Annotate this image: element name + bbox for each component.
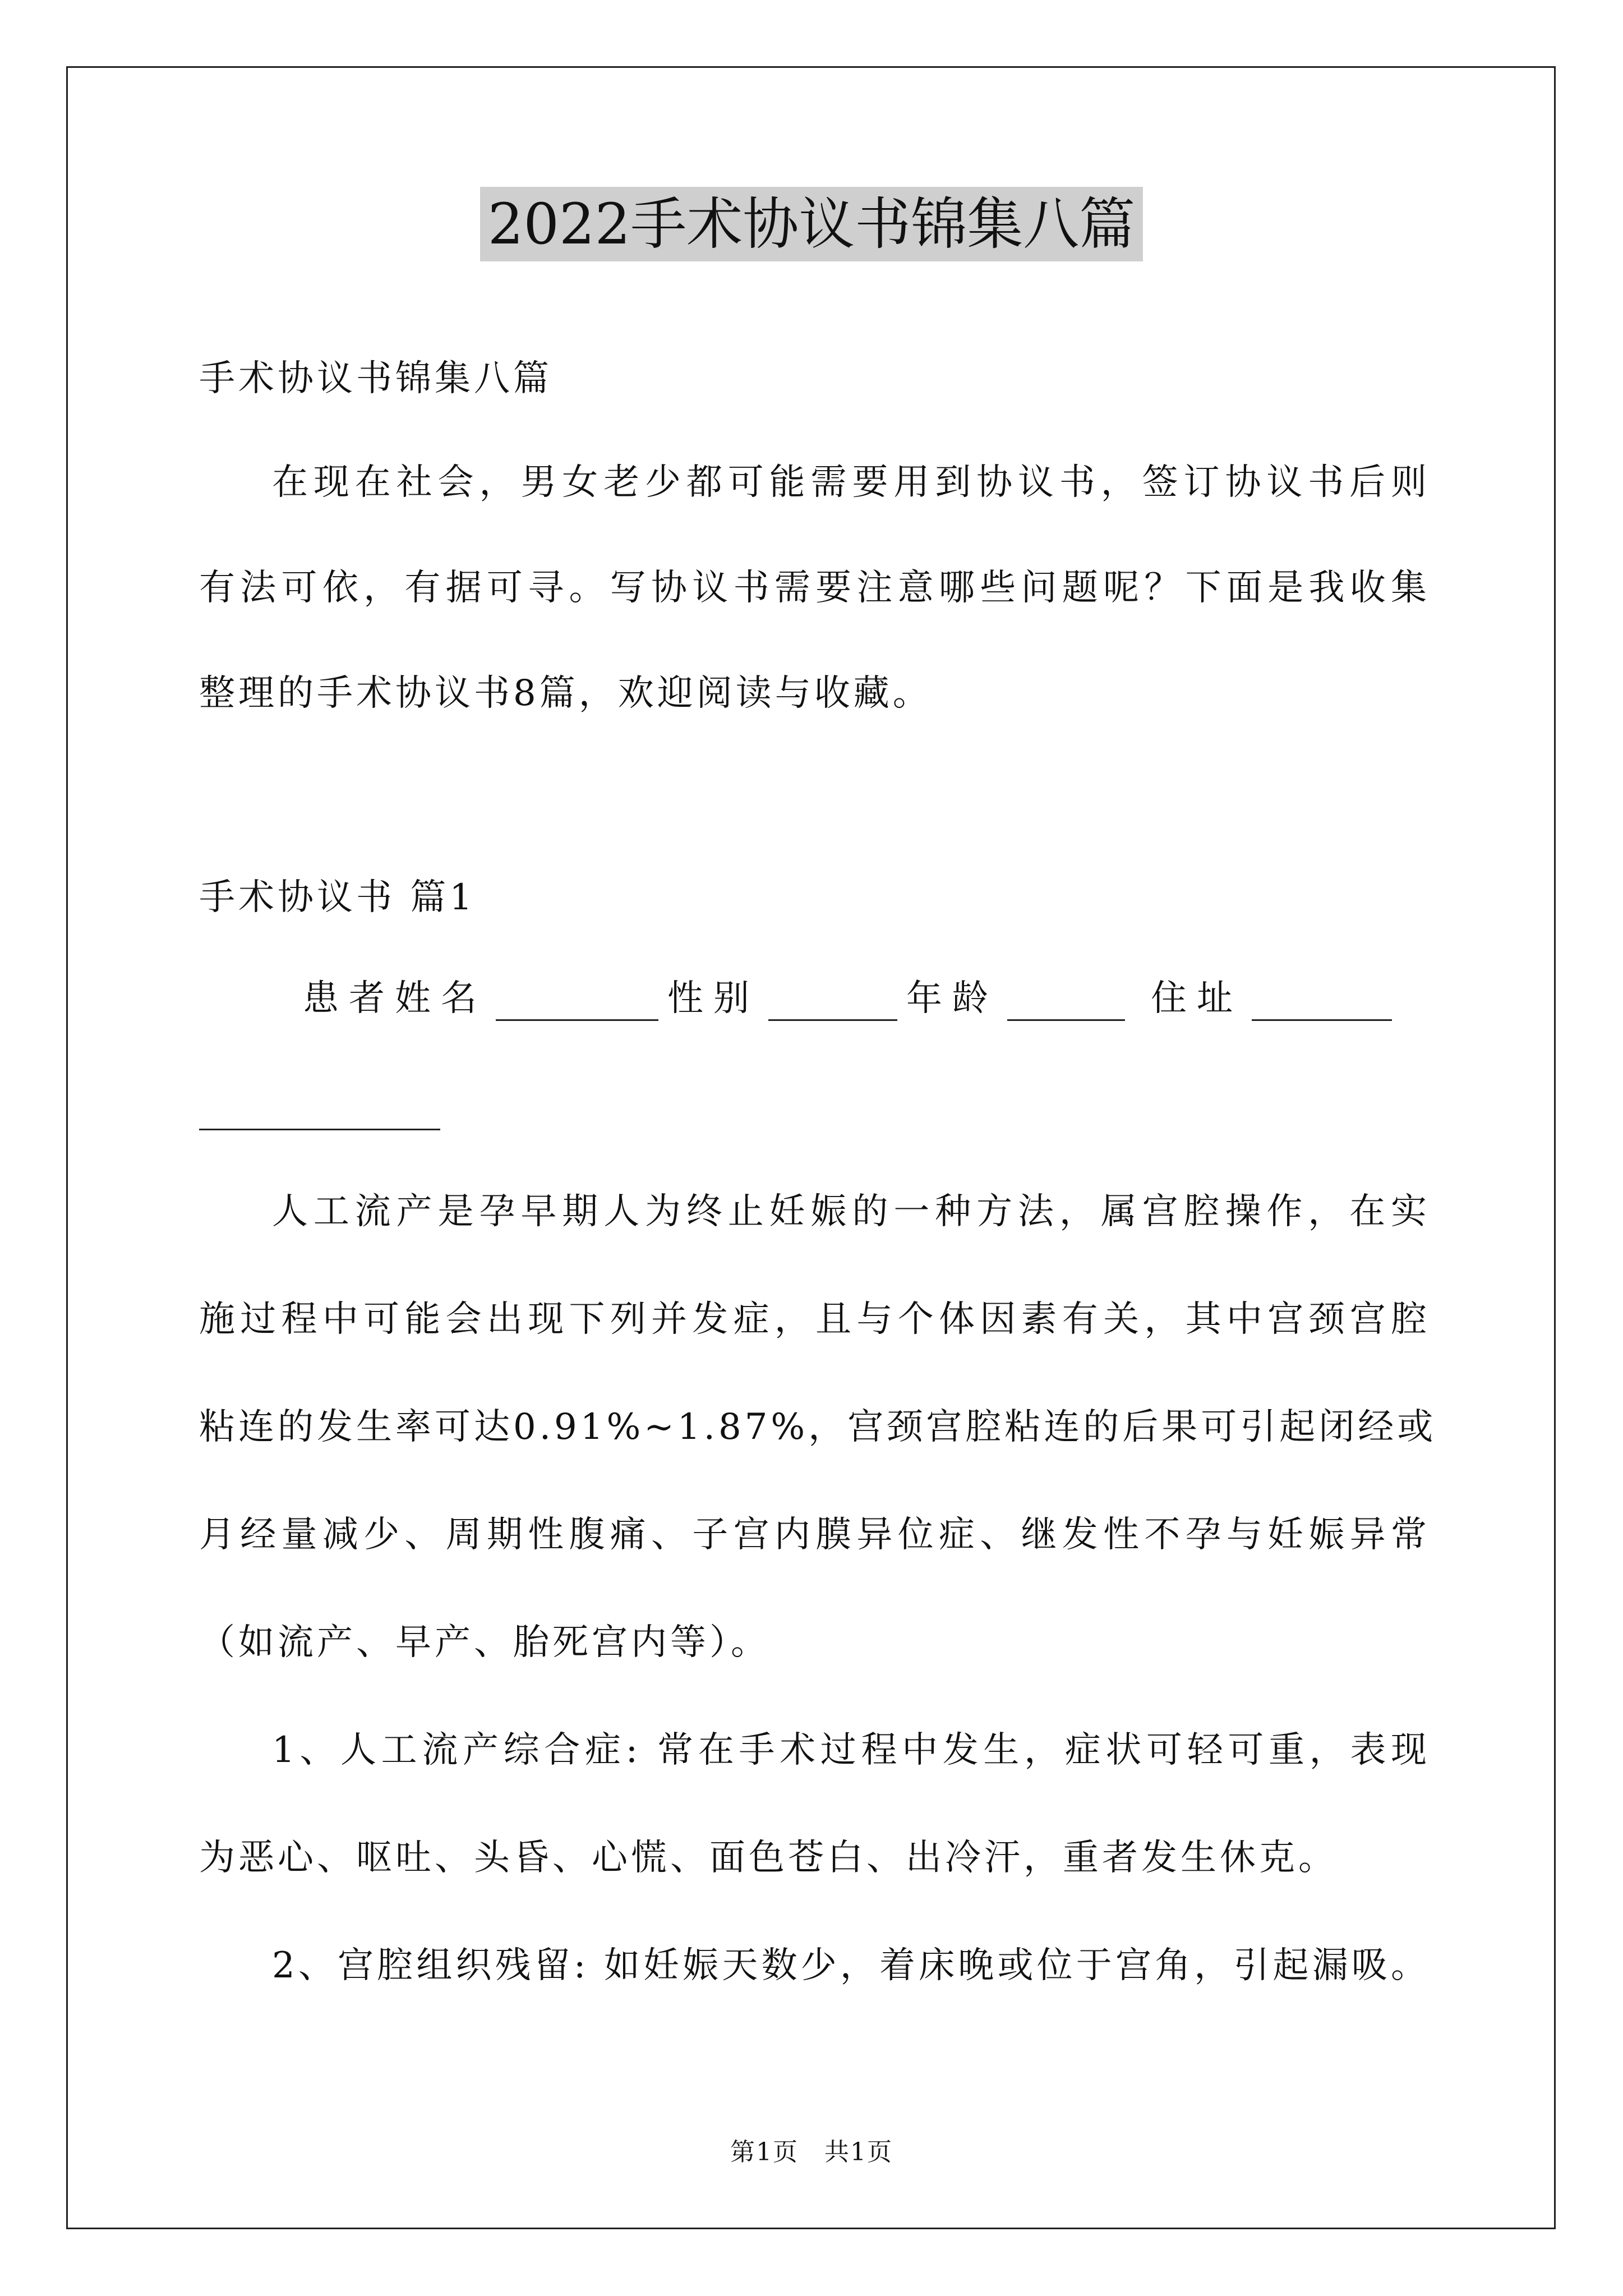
body-line-7: 为恶心、呕吐、头昏、心慌、面色苍白、出冷汗，重者发生休克。	[199, 1837, 1338, 1879]
name-label: 患者姓名	[303, 978, 487, 1019]
body-line-2: 施过程中可能会出现下列并发症，且与个体因素有关，其中宫颈宫腔	[199, 1299, 1430, 1340]
address-blank-continued	[199, 1092, 440, 1130]
address-blank	[1252, 982, 1392, 1021]
subtitle: 手术协议书锦集八篇	[199, 358, 552, 399]
section-heading: 手术协议书 篇1	[199, 877, 476, 918]
document-title	[0, 191, 1623, 257]
intro-line-2: 有法可依，有据可寻。写协议书需要注意哪些问题呢？下面是我收集	[199, 567, 1430, 609]
gender-label: 性别	[667, 978, 759, 1019]
body-line-8: 2、宫腔组织残留: 如妊娠天数少，着床晚或位于宫角，引起漏吸。	[272, 1945, 1430, 1986]
page-footer: 第1页 共1页	[730, 2138, 893, 2166]
age-blank	[1007, 982, 1125, 1021]
age-label: 年龄	[906, 978, 998, 1019]
body-line-1: 人工流产是孕早期人为终止妊娠的一种方法，属宫腔操作，在实	[272, 1191, 1430, 1232]
name-blank	[496, 982, 658, 1021]
body-line-6: 1、人工流产综合症: 常在手术过程中发生，症状可轻可重，表现	[272, 1729, 1430, 1771]
address-label: 住址	[1151, 978, 1243, 1019]
body-line-3: 粘连的发生率可达0.91%~1.87%，宫颈宫腔粘连的后果可引起闭经或	[199, 1406, 1437, 1448]
document-title-text: 2022手术协议书锦集八篇	[480, 187, 1144, 261]
intro-line-3: 整理的手术协议书8篇，欢迎阅读与收藏。	[199, 673, 932, 714]
patient-info-row	[199, 976, 1430, 1021]
gender-blank	[768, 982, 897, 1021]
body-line-4: 月经量减少、周期性腹痛、子宫内膜异位症、继发性不孕与妊娠异常	[199, 1514, 1430, 1556]
intro-line-1: 在现在社会，男女老少都可能需要用到协议书，签订协议书后则	[272, 462, 1430, 503]
body-line-5: （如流产、早产、胎死宫内等）。	[199, 1622, 770, 1663]
